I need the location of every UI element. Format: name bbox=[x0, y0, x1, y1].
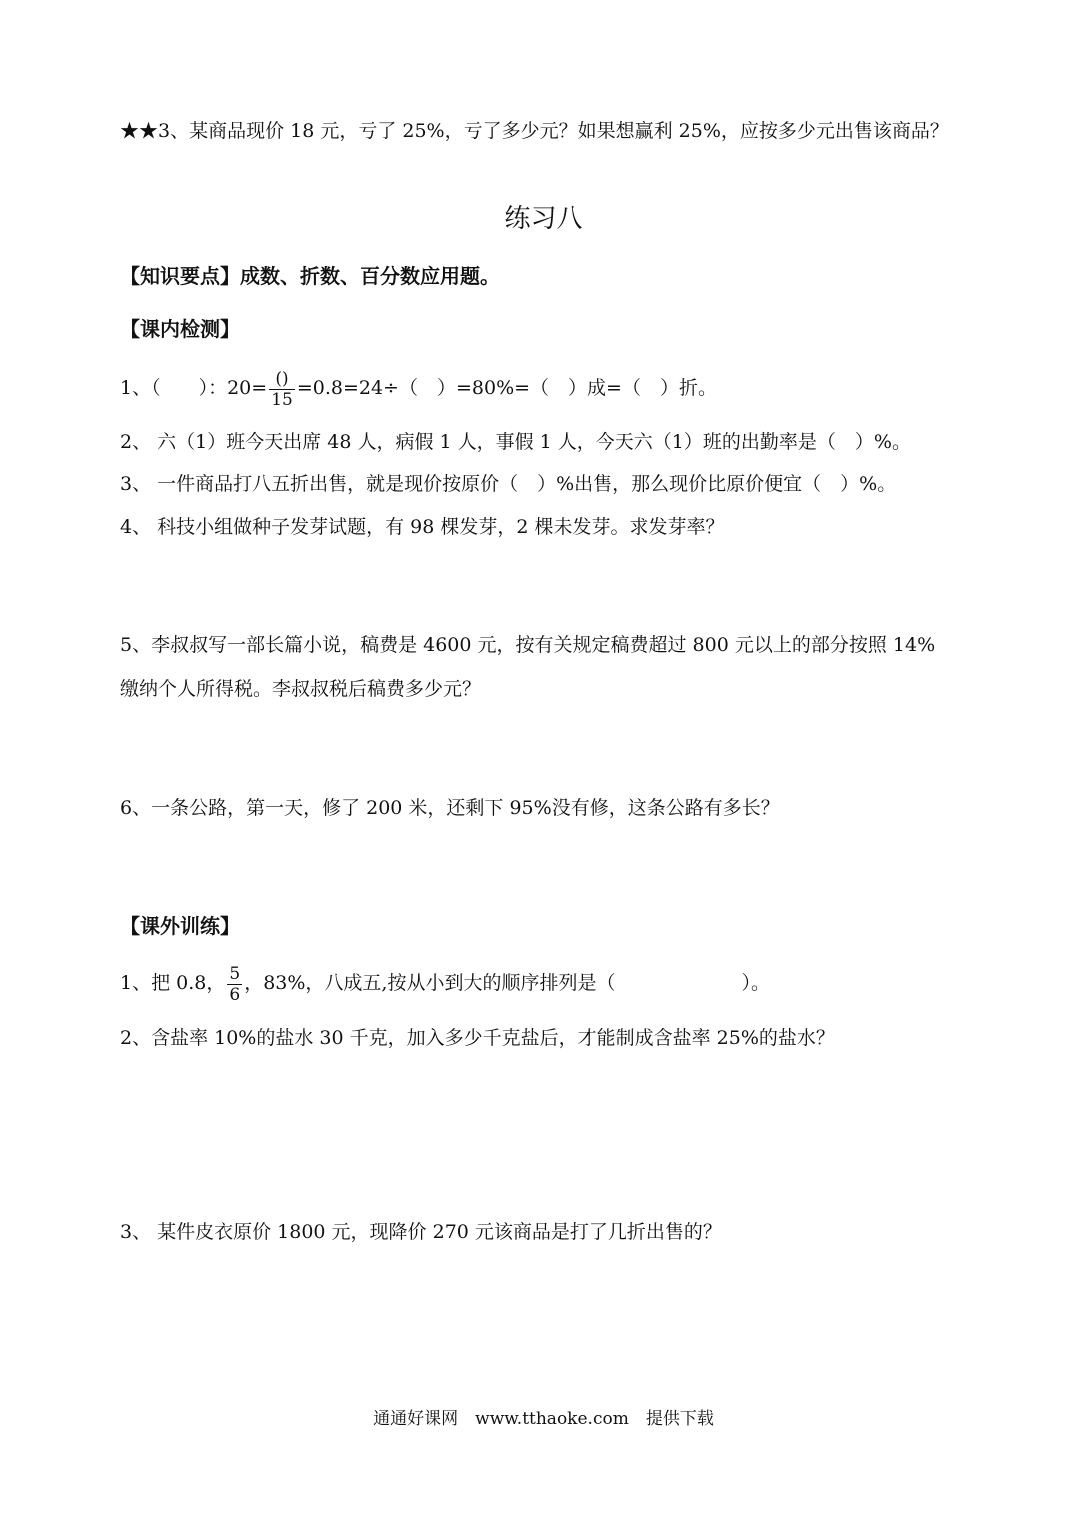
in-class-question-4: 4、 科技小组做种子发芽试题，有 98 棵发芽，2 棵未发芽。求发芽率？ bbox=[120, 516, 725, 538]
knowledge-points: 【知识要点】成数、折数、百分数应用题。 bbox=[120, 264, 500, 288]
in-class-question-5-line-1: 5、李叔叔写一部长篇小说，稿费是 4600 元，按有关规定稿费超过 800 元以上的部分按照 14% bbox=[120, 634, 936, 656]
section-title: 练习八 bbox=[504, 204, 583, 234]
footer: 通通好课网 www.tthaoke.com 提供下载 bbox=[373, 1409, 714, 1429]
extra-question-1 bbox=[120, 961, 770, 1005]
fraction bbox=[227, 964, 242, 1005]
in-class-question-5-line-2: 缴纳个人所得税。李叔叔税后稿费多少元？ bbox=[120, 678, 482, 700]
top-question: ★★3、某商品现价 18 元，亏了 25%，亏了多少元？如果想赢利 25%，应按多少元出售该商品？ bbox=[120, 120, 949, 142]
extra-question-3: 3、 某件皮衣原价 1800 元，现降价 270 元该商品是打了几折出售的？ bbox=[120, 1221, 722, 1243]
in-class-heading: 【课内检测】 bbox=[120, 317, 240, 341]
extra-training-heading: 【课外训练】 bbox=[120, 914, 240, 938]
fraction bbox=[269, 369, 295, 410]
in-class-question-6: 6、一条公路，第一天，修了 200 米，还剩下 95%没有修，这条公路有多长？ bbox=[120, 797, 780, 819]
in-class-question-3: 3、 一件商品打八五折出售，就是现价按原价（ ）%出售，那么现价比原价便宜（ ）%。 bbox=[120, 473, 897, 495]
question-1-suffix: =0.8=24÷（ ）=80%=（ ）成=（ ）折。 bbox=[296, 377, 717, 399]
fraction-denominator: 6 bbox=[229, 984, 241, 1005]
fraction-denominator: 15 bbox=[271, 389, 293, 410]
fraction-numerator: 5 bbox=[229, 963, 241, 984]
extra-question-1-end: ）。 bbox=[741, 972, 770, 994]
fraction-numerator: () bbox=[269, 369, 295, 390]
extra-question-1-suffix: ，83%，八成五,按从小到大的顺序排列是（ bbox=[244, 972, 616, 994]
in-class-question-1 bbox=[120, 366, 717, 410]
extra-question-2: 2、含盐率 10%的盐水 30 千克，加入多少千克盐后，才能制成含盐率 25%的盐水？ bbox=[120, 1027, 835, 1049]
question-1-prefix: 1、（ ）：20= bbox=[120, 377, 268, 399]
extra-question-1-prefix: 1、把 0.8， bbox=[120, 972, 226, 994]
in-class-question-2: 2、 六（1）班今天出席 48 人，病假 1 人，事假 1 人，今天六（1）班的出勤率是（ ）%。 bbox=[120, 431, 911, 453]
